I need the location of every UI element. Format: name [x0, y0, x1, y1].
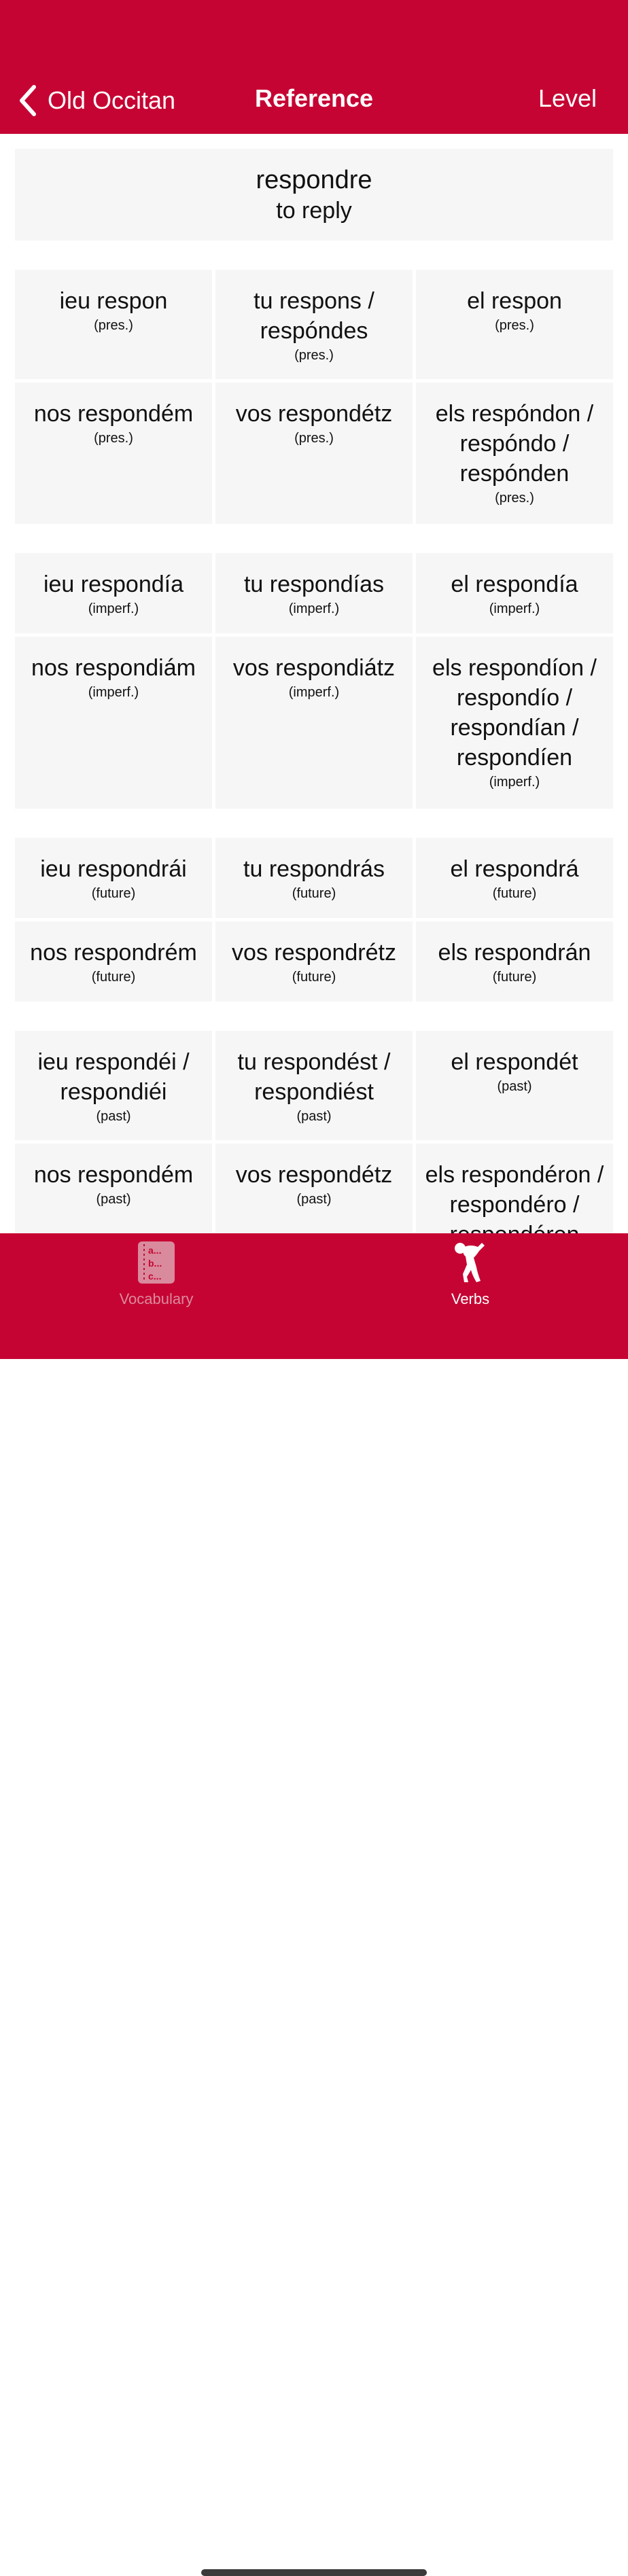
conjugation-row [15, 270, 613, 379]
tense-tag: (past) [497, 1079, 532, 1094]
tense-tag: (pres.) [495, 318, 534, 333]
conjugation-cell [215, 270, 413, 379]
conjugated-form: els respondéron / respondéro / [425, 1162, 604, 1218]
imperfect-tense-section [15, 553, 613, 809]
conjugation-row [15, 383, 613, 524]
verb-translation: to reply [276, 197, 352, 224]
conjugated-form: ieu respondéi / respondiéi [37, 1049, 190, 1105]
conjugated-form: vos respondétz [235, 1162, 393, 1188]
future-tense-section [15, 838, 613, 1002]
conjugation-cell [215, 838, 413, 918]
conjugated-form: vos respondiátz [232, 655, 396, 681]
conjugation-row [15, 637, 613, 809]
tense-tag: (imperf.) [288, 601, 340, 616]
conjugated-form: tu respons / respóndes [254, 288, 374, 344]
svg-text:b...: b... [148, 1258, 162, 1269]
conjugated-form: vos respondétz [235, 401, 393, 427]
tense-tag: (past) [296, 1192, 332, 1207]
tense-tag: (imperf.) [489, 775, 540, 790]
tense-tag: (pres.) [495, 491, 534, 506]
conjugation-cell [416, 838, 613, 918]
conjugation-cell [15, 637, 212, 809]
conjugated-form: nos respondiám [31, 655, 196, 681]
tense-tag: (future) [492, 886, 537, 901]
conjugation-cell [416, 553, 613, 633]
conjugated-form: el respondrá [450, 856, 579, 882]
tense-tag: (pres.) [294, 348, 334, 363]
tense-tag: (past) [96, 1192, 131, 1207]
conjugated-form: els respondrán [438, 940, 591, 966]
navigation-bar [0, 0, 628, 134]
conjugated-form: tu respondías [243, 571, 385, 597]
conjugation-cell [215, 383, 413, 524]
tab-bar [0, 1233, 628, 1359]
conjugation-cell [416, 383, 613, 524]
conjugated-form: els respondíon / respondío / respondían / respondíen [432, 655, 597, 771]
conjugation-row [15, 921, 613, 1002]
conjugated-form: nos respondrém [30, 940, 197, 966]
discus-thrower-icon [451, 1240, 490, 1285]
conjugation-cell [215, 921, 413, 1002]
tense-tag: (imperf.) [88, 601, 139, 616]
tense-tag: (future) [91, 886, 136, 901]
home-indicator [201, 2569, 427, 2576]
conjugation-row [15, 553, 613, 633]
conjugated-form: ieu respondrái [40, 856, 187, 882]
tense-tag: (imperf.) [88, 685, 139, 700]
tense-tag: (past) [96, 1109, 131, 1124]
tense-tag: (pres.) [94, 318, 133, 333]
tense-tag: (past) [296, 1109, 332, 1124]
svg-text:c...: c... [148, 1271, 162, 1282]
verb-header-card [15, 149, 613, 241]
svg-text:a...: a... [148, 1245, 162, 1256]
conjugation-cell [15, 921, 212, 1002]
tense-tag: (future) [292, 970, 336, 985]
conjugation-cell [215, 1031, 413, 1140]
conjugation-cell [15, 553, 212, 633]
verb-infinitive: respondre [256, 165, 372, 194]
tab-vocabulary[interactable] [88, 1233, 224, 1315]
conjugated-form: nos respondém [33, 1162, 194, 1188]
tab-verbs-label: Verbs [451, 1290, 490, 1307]
tense-tag: (pres.) [94, 431, 133, 446]
conjugation-cell [416, 1031, 613, 1140]
present-tense-section [15, 270, 613, 524]
conjugation-row [15, 838, 613, 918]
tab-verbs[interactable] [402, 1233, 538, 1315]
conjugation-cell [15, 838, 212, 918]
conjugated-form: ieu respondía [43, 571, 184, 597]
conjugated-form: el respon [467, 288, 562, 314]
tense-tag: (imperf.) [288, 685, 340, 700]
tab-vocabulary-label: Vocabulary [119, 1290, 194, 1307]
conjugation-cell [15, 270, 212, 379]
tense-tag: (future) [292, 886, 336, 901]
conjugation-cell [15, 1031, 212, 1140]
conjugation-cell [416, 921, 613, 1002]
conjugated-form: nos respondém [33, 401, 194, 427]
conjugation-scroll-view[interactable] [0, 134, 628, 1233]
vocabulary-list-icon [137, 1240, 176, 1285]
conjugated-form: el respondét [451, 1049, 578, 1075]
page-title: Reference [254, 84, 374, 112]
conjugated-form: el respondía [451, 571, 578, 597]
conjugation-cell [416, 270, 613, 379]
back-button-label: Old Occitan [48, 86, 176, 114]
conjugation-cell [215, 637, 413, 809]
tense-tag: (imperf.) [489, 601, 540, 616]
level-button[interactable]: Level [538, 84, 597, 112]
conjugated-form: ieu respon [59, 288, 168, 314]
tense-tag: (future) [492, 970, 537, 985]
conjugation-cell [15, 383, 212, 524]
conjugation-row [15, 1031, 613, 1140]
conjugation-cell [215, 553, 413, 633]
conjugated-form: tu respondrás [243, 856, 385, 882]
tense-tag: (future) [91, 970, 136, 985]
tense-tag: (pres.) [294, 431, 334, 446]
conjugated-form: els respóndon / respóndo / respónden [435, 401, 594, 487]
conjugation-cell [416, 637, 613, 809]
conjugated-form: vos respondrétz [232, 940, 396, 966]
conjugated-form: tu respondést / respondiést [237, 1049, 391, 1105]
